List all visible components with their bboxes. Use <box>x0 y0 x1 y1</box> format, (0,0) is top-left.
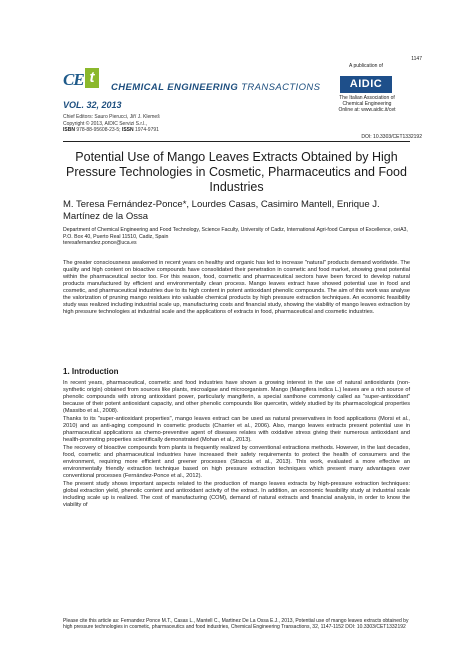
isbn-issn-line <box>63 127 160 134</box>
journal-logo <box>63 68 107 90</box>
affiliation-block <box>63 227 410 247</box>
logo-ce-text: CE <box>63 70 84 89</box>
logo-t-text: t <box>85 68 99 88</box>
page-number: 1147 <box>411 56 422 62</box>
section-body <box>63 380 410 510</box>
copyright: Copyright © 2013, AIDIC Servizi S.r.l., <box>63 120 147 127</box>
isbn-value: 978-88-95608-23-5; <box>74 127 122 134</box>
journal-name-bold: CHEMICAL ENGINEERING <box>111 82 239 93</box>
doi: DOI: 10.3303/CET1332192 <box>361 134 422 140</box>
issn-label: ISSN <box>121 127 134 134</box>
journal-name-rest: TRANSACTIONS <box>238 82 321 93</box>
journal-name <box>111 82 320 93</box>
paragraph-2: Thanks to its "super-antioxidant properties", mango leaves extract can be used as natural preservatives in food applications (Morsi et al., 2010) and as anti-aging compound in cosmetic products (Charrier et al., 2006). Also, mango leaves extracts present potential use in pharmaceutical applications as chemo-preventive agent of diseases relates with oxidative stress giving their numerous antioxidant and health-promoting properties scientifically demonstrated (Mohan et al., 2013). <box>63 416 410 443</box>
affiliation: Department of Chemical Engineering and Food Technology, Science Faculty, University of Cadiz, International Agri-food Campus of Excellence, ceiA3, P.O. Box 40, Puerto Real 11510, Cadiz, Spain <box>63 227 408 240</box>
isbn-label: ISBN <box>63 127 75 134</box>
publisher-text: The Italian Association of Chemical Engineering Online at: www.aidic.it/cet <box>338 95 396 113</box>
paragraph-4: The present study shows important aspects related to the production of mango leaves extracts by high-pressure extraction techniques: global extraction yield, phenolic content and antioxidant activity of the extract. In addition, an economic feasibility study at industrial scale including scale up is realized. The cost of manufacturing (COM), demand of natural extracts and financial analysis, in order to know the viability of <box>63 481 410 508</box>
paper-title: Potential Use of Mango Leaves Extracts Obtained by High Pressure Technologies in Cosmetic, Pharmaceutics and Food Industries <box>66 150 407 194</box>
aidic-logo: AIDIC <box>340 76 392 93</box>
issn-value: 1974-9791 <box>133 127 159 134</box>
corresponding-email: teresafernandez.ponce@uca.es <box>63 240 137 247</box>
section-heading: 1. Introduction <box>63 367 119 376</box>
abstract: The greater consciousness awakened in recent years on healthy and organic has led to increase "natural" products demand worldwide. The quality and high content on bioactive compounds have consolidated their penetration in cosmetic and food market, showing great potential within the pharmaceutical sector too. For this reason, food, cosmetic and pharmaceutical sectors have been forced to develop natural products manufactured by efficient and environmentally clean process. Mango leaves extract have showed potential use in food and cosmetic, and pharmaceutical industries due to its high content in potent antioxidant phenolic compounds. The aim of this work was analyse the valorization of pruning mango residues into valuable chemical products by high pressure extraction techniques. An economic feasibility study was realized including industrial scale up, manufacturing costs and financial study, showing the viability of mango leaves extraction by high pressure technologies at industrial scale and the applications of extracts in food, pharmaceutical and cosmetic industries. <box>63 260 410 315</box>
volume-label: VOL. 32, 2013 <box>63 100 122 110</box>
publisher-label: A publication of <box>349 63 383 69</box>
paragraph-3: The recovery of bioactive compounds from plants is frequently realized by conventional extractions methods. However, in the last decades, food, cosmetic and pharmaceutical industries have increased their safety requirements to protect the health of consumers and the environment, requiring more efficient and greener processes (Straccia et al., 2013). This work, evaluated a more effective an environmentally friendly extraction technique based on high pressure extraction techniques which present many advantages over conventional processes (Fernández-Ponce et al., 2012). <box>63 445 410 479</box>
publication-meta <box>63 114 160 134</box>
chief-editors: Chief Editors: Sauro Pierucci, Jiří J. Klemeš <box>63 114 160 120</box>
header-divider <box>63 141 410 142</box>
citation-footer: Please cite this article as: Fernandez Ponce M.T., Casas L., Mantell C., Martinez De La Ossa E.J., 2013, Potential use of mango leaves extracts obtained by high pressure technologies in cosmetic, pharmaceutics and food industries, Chemical Engineering Transactions, 32, 1147-1152 DOI: 10.3303/CET1332192 <box>63 618 409 631</box>
authors: M. Teresa Fernández-Ponce*, Lourdes Casas, Casimiro Mantell, Enrique J. Martínez de la Ossa <box>63 199 380 222</box>
paragraph-1: In recent years, pharmaceutical, cosmetic and food industries have shown a growing interest in the use of natural antioxidants (non-synthetic origin) obtained from sources like plants, microalgae and microorganism. Mango (Mangifera indica L.) leaves are a rich source of phenolic compounds with strong antioxidant power, particularly mangiferin, a special xanthone commonly called as "super-antioxidant" because of their potent antioxidant capacity, and other phenolic compounds like quercetin, widely studied by its pharmacological properties (Massibo et al., 2008). <box>63 380 410 414</box>
